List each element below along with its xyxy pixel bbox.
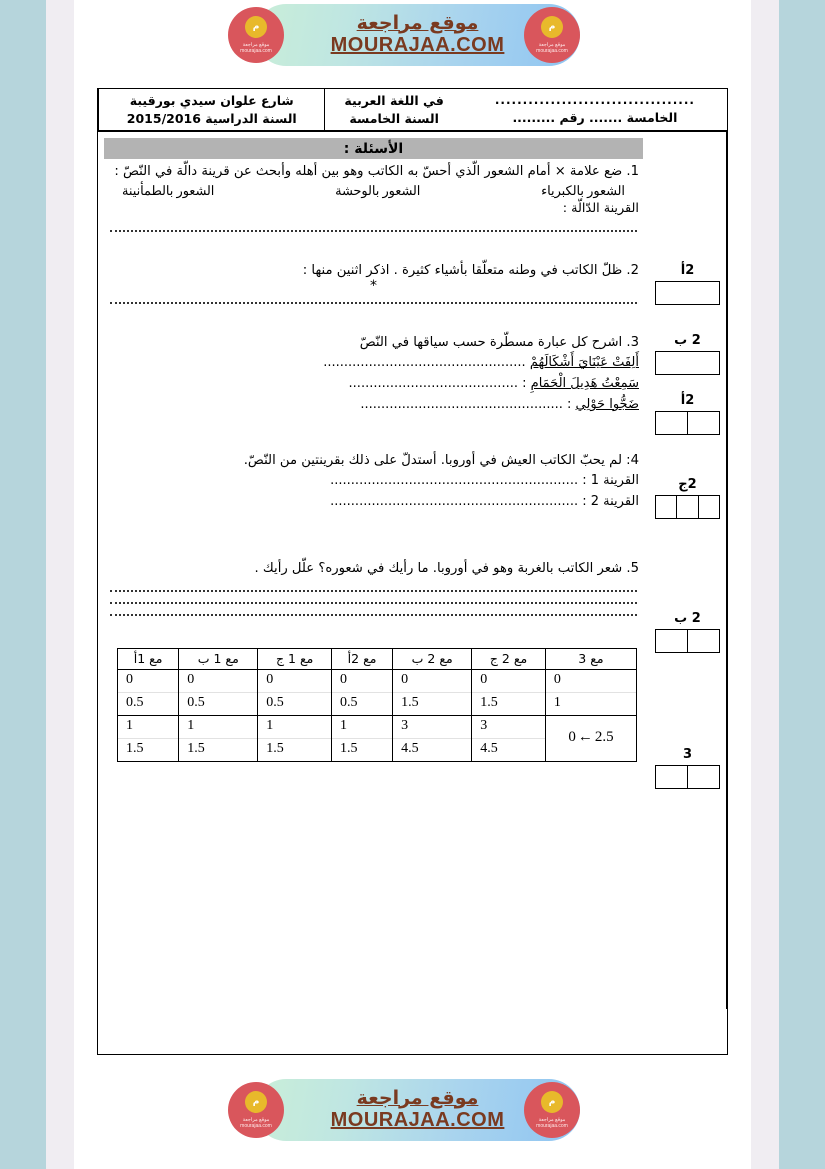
mark-box-5[interactable] xyxy=(655,629,720,653)
header-school-cell xyxy=(98,89,324,130)
question-4-item-2 xyxy=(98,492,649,513)
scale-table xyxy=(117,648,637,762)
logo-emblem-4: م xyxy=(541,1091,563,1113)
phrase-2: سَمِعْتُ هَدِيلَ الْحَمَامِ xyxy=(530,376,639,392)
cell-r2-m1c: 1 xyxy=(258,715,332,738)
cell-r0-m3: 0 xyxy=(545,669,636,692)
school-address: شارع علوان سيدي بورقيبة xyxy=(129,93,294,108)
cell-r3-m2b: 4.5 xyxy=(393,738,472,761)
logo-subtext-ar: موقع مراجعة xyxy=(242,41,270,48)
page-edge-band-left xyxy=(0,0,46,1169)
answer-line-q1[interactable] xyxy=(110,229,637,232)
scale-header-row xyxy=(118,648,637,669)
cell-r3-m1c: 1.5 xyxy=(258,738,332,761)
scale-merged-cell xyxy=(545,715,636,761)
header-subject-cell xyxy=(324,89,462,130)
sheet-header xyxy=(98,89,727,132)
question-4-item-1 xyxy=(98,471,649,492)
mark-box-1[interactable] xyxy=(655,281,720,305)
cell-r1-m1b: 0.5 xyxy=(179,692,258,715)
scale-col-m1b: مع 1 ب xyxy=(179,648,258,669)
cell-r1-m2b: 1.5 xyxy=(393,692,472,715)
questions-column xyxy=(98,132,649,1009)
mark-label-3: 2أ xyxy=(680,393,695,409)
cell-r1-m3: 1 xyxy=(545,692,636,715)
cell-r1-m2a: 0.5 xyxy=(331,692,392,715)
question-5-text: 5. شعر الكاتب بالغربة وهو في أوروبا. ما رأيك في شعوره؟ علّل رأيك . xyxy=(254,561,639,577)
cell-r1-m2c: 1.5 xyxy=(472,692,546,715)
mark-box-4[interactable] xyxy=(655,495,720,519)
page-inner-band-left xyxy=(46,0,74,1169)
cell-r3-m1b: 1.5 xyxy=(179,738,258,761)
mark-slot-4 xyxy=(655,478,720,518)
scale-row-1 xyxy=(118,692,637,715)
merged-value-left: 2.5 xyxy=(594,729,614,746)
cell-r3-m2c: 4.5 xyxy=(472,738,546,761)
option-loneliness[interactable]: الشعور بالوحشة xyxy=(335,184,421,199)
mark-label-4: 2ج xyxy=(678,477,697,493)
logo-subtext-en-4: mourajaa.com xyxy=(536,1123,568,1129)
banner-text-top xyxy=(255,4,580,66)
answer-dots-q3-3[interactable]: ................................................. xyxy=(360,396,563,412)
logo-subtext-en-3: mourajaa.com xyxy=(240,1123,272,1129)
scale-col-m2a: مع 2أ xyxy=(331,648,392,669)
sheet-body xyxy=(98,132,727,1009)
school-year: السنة الدراسية 2015/2016 xyxy=(126,111,297,127)
answer-dots-q4-2[interactable]: ............................................................ xyxy=(330,493,579,509)
page-edge-band-right xyxy=(779,0,825,1169)
grade-level-label: السنة الخامسة xyxy=(349,111,439,127)
cell-r0-m1a: 0 xyxy=(118,669,179,692)
cell-r2-m1a: 1 xyxy=(118,715,179,738)
logo-emblem-2: م xyxy=(541,16,563,38)
mark-slot-3 xyxy=(655,394,720,434)
header-student-cell xyxy=(463,89,727,130)
cell-r0-m2c: 0 xyxy=(472,669,546,692)
answer-dots-q4-1[interactable]: ............................................................ xyxy=(330,472,579,488)
cell-r3-m1a: 1.5 xyxy=(118,738,179,761)
cell-r0-m1c: 0 xyxy=(258,669,332,692)
scale-row-2 xyxy=(118,715,637,738)
mark-label-5: 2 ب xyxy=(674,611,701,627)
question-2-text: 2. ظلّ الكاتب في وطنه متعلّقا بأشياء كثيرة . اذكر اثنين منها : xyxy=(302,262,639,278)
question-3-item-1 xyxy=(98,353,649,374)
cell-r0-m1b: 0 xyxy=(179,669,258,692)
page-inner-band-right xyxy=(751,0,779,1169)
student-name-dots: .................................... xyxy=(494,93,695,107)
option-reassurance[interactable]: الشعور بالطمأنينة xyxy=(122,184,215,199)
mark-label-1: 2أ xyxy=(680,263,695,279)
logo-subtext-ar-3: موقع مراجعة xyxy=(242,1116,270,1123)
mark-label-2: 2 ب xyxy=(674,333,701,349)
colon-3: : xyxy=(567,396,572,412)
scale-col-m2c: مع 2 ج xyxy=(472,648,546,669)
mark-box-3[interactable] xyxy=(655,411,720,435)
question-2-star xyxy=(98,277,649,294)
question-3-item-3 xyxy=(98,395,649,416)
option-pride[interactable]: الشعور بالكبرياء xyxy=(541,184,625,199)
exam-sheet xyxy=(97,88,728,1055)
cell-r1-m1a: 0.5 xyxy=(118,692,179,715)
logo-subtext-ar-2: موقع مراجعة xyxy=(538,41,566,48)
question-1-subprompt: القرينة الدّالّة : xyxy=(562,201,639,217)
cell-r2-m2c: 3 xyxy=(472,715,546,738)
logo-emblem: م xyxy=(245,16,267,38)
question-3-item-2 xyxy=(98,374,649,395)
cell-r0-m2a: 0 xyxy=(331,669,392,692)
subject-label: في اللغة العربية xyxy=(344,93,444,108)
mark-label-6: 3 xyxy=(682,747,693,763)
answer-line-q5-3[interactable] xyxy=(110,613,637,616)
phrase-3: ضَجُّوا حَوْلِي xyxy=(575,396,639,412)
question-3-text: 3. اشرح كل عبارة مسطّرة حسب سياقها في النّصّ xyxy=(359,335,639,351)
answer-dots-q3-1[interactable]: ................................................. xyxy=(323,355,526,371)
cell-r1-m1c: 0.5 xyxy=(258,692,332,715)
mark-slot-6 xyxy=(655,748,720,788)
logo-subtext-ar-4: موقع مراجعة xyxy=(538,1116,566,1123)
watermark-banner-top xyxy=(0,0,825,70)
banner-text-bottom xyxy=(255,1079,580,1141)
merged-value-right: 0 xyxy=(568,729,576,746)
cell-r3-m2a: 1.5 xyxy=(331,738,392,761)
question-4-text: 4: لم يحبّ الكاتب العيش في أوروبا. أستدلّ على ذلك بقرينتين من النّصّ. xyxy=(243,452,639,468)
answer-line-q5-1[interactable] xyxy=(110,589,637,592)
cell-r2-m1b: 1 xyxy=(179,715,258,738)
colon-2: : xyxy=(522,376,527,392)
logo-emblem-3: م xyxy=(245,1091,267,1113)
cell-r2-m2b: 3 xyxy=(393,715,472,738)
answer-line-q2[interactable] xyxy=(110,301,637,304)
question-1-options xyxy=(98,182,649,199)
cell-r0-m2b: 0 xyxy=(393,669,472,692)
marks-column xyxy=(649,132,727,1009)
cell-r2-m2a: 1 xyxy=(331,715,392,738)
banner-arabic-label: موقع مراجعة xyxy=(356,11,479,34)
scale-col-m2b: مع 2 ب xyxy=(393,648,472,669)
class-number-line: الخامسة ....... رقم ......... xyxy=(512,110,678,126)
clue-2-label: القرينة 2 : xyxy=(582,493,639,509)
bullet-star: * xyxy=(370,277,377,294)
mark-box-2[interactable] xyxy=(655,351,720,375)
answer-line-q5-2[interactable] xyxy=(110,601,637,604)
scale-col-m1c: مع 1 ج xyxy=(258,648,332,669)
answer-dots-q3-2[interactable]: ......................................... xyxy=(348,376,518,392)
scale-col-m1a: مع 1أ xyxy=(118,648,179,669)
left-arrow-icon: ← xyxy=(577,729,593,746)
questions-title: الأسئلة : xyxy=(104,138,643,159)
clue-1-label: القرينة 1 : xyxy=(582,472,639,488)
merged-arrow-group xyxy=(568,729,613,746)
scale-col-m3: مع 3 xyxy=(545,648,636,669)
question-1-text: 1. ضع علامة × أمام الشعور الّذي أحسّ به الكاتب وهو بين أهله وأبحث عن قرينة دالّة في النّصّ : xyxy=(114,164,639,180)
logo-subtext-en: mourajaa.com xyxy=(240,48,272,54)
mark-slot-1 xyxy=(655,264,720,304)
mark-box-6[interactable] xyxy=(655,765,720,789)
banner-site-url: MOURAJAA.COM xyxy=(330,34,505,57)
banner-arabic-label-bottom: موقع مراجعة xyxy=(356,1086,479,1109)
mark-slot-5 xyxy=(655,612,720,652)
scale-table-wrap xyxy=(98,648,649,762)
logo-subtext-en-2: mourajaa.com xyxy=(536,48,568,54)
banner-site-url-bottom: MOURAJAA.COM xyxy=(330,1109,505,1132)
scale-row-0 xyxy=(118,669,637,692)
phrase-1: أَلِفَتْ عَيْنَايَ أَشْكَالَهُمْ xyxy=(529,355,639,371)
watermark-banner-bottom xyxy=(0,1075,825,1145)
mark-slot-2 xyxy=(655,334,720,374)
